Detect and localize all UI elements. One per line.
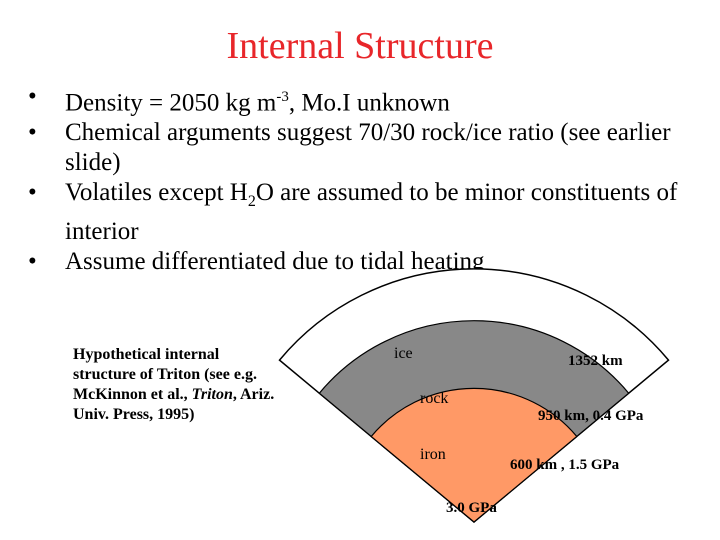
bullet-superscript: -3 [276, 89, 289, 105]
bullet-marker: • [28, 248, 37, 276]
caption-text: , Ariz. Univ. Press, 1995) [73, 386, 275, 423]
bullet-marker: • [28, 179, 37, 207]
bullet-text: Chemical arguments suggest 70/30 rock/ice ratio (see earlier slide) [65, 119, 671, 177]
bullet-text: Density = 2050 kg m [65, 89, 277, 117]
bullet-text: , Mo.I unknown [288, 89, 450, 117]
rock-radius-label: 950 km, 0.4 GPa [538, 408, 644, 424]
bullet-subscript: 2 [247, 193, 256, 211]
caption-text: Hypothetical internal structure of Triton (see e.g. McKinnon et al., [73, 346, 257, 403]
bullet-marker: • [28, 83, 37, 110]
iron-label: iron [420, 446, 446, 463]
ice-radius-label: 1352 km [568, 353, 623, 369]
iron-radius-label: 600 km , 1.5 GPa [510, 457, 620, 473]
caption-italic: Triton [191, 386, 233, 403]
center-pressure-label: 3.0 GPa [446, 500, 497, 516]
bullet-text: O are assumed to be minor constituents of interior [65, 179, 678, 246]
rock-label: rock [420, 390, 449, 407]
bullet-text: Volatiles except H [65, 179, 248, 207]
ice-label: ice [394, 345, 413, 362]
bullet-marker: • [28, 119, 37, 147]
bullet-text: Assume differentiated due to tidal heating [65, 248, 485, 276]
slide-title: Internal Structure [226, 25, 494, 67]
